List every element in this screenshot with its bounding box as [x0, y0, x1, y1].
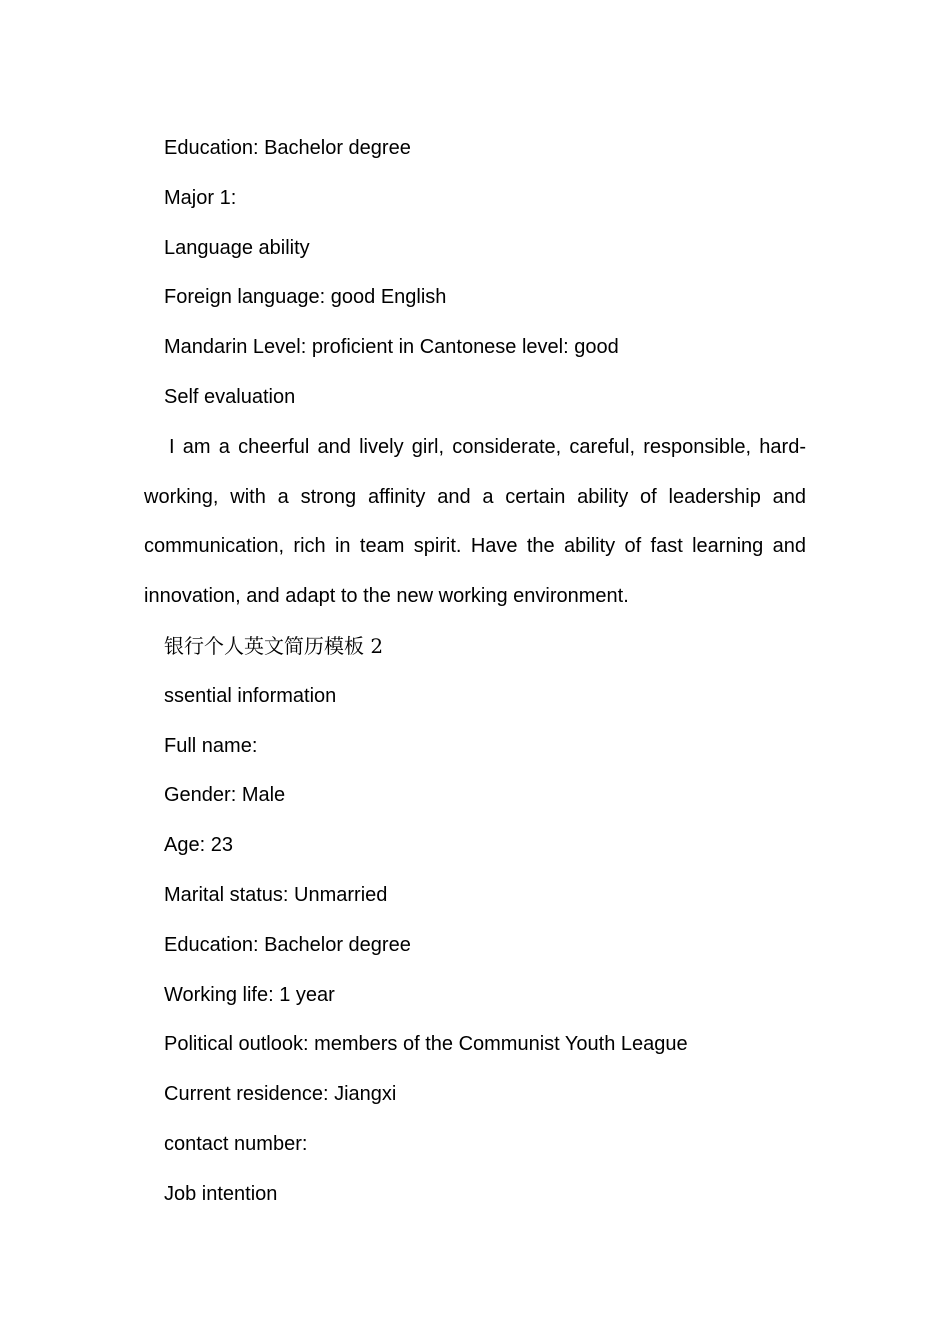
current-residence-line: Current residence: Jiangxi	[164, 1083, 397, 1106]
working-life-line: Working life: 1 year	[164, 983, 335, 1006]
full-name-line: Full name:	[164, 734, 258, 757]
gender-line: Gender: Male	[164, 784, 286, 807]
mandarin-level-line: Mandarin Level: proficient in Cantonese level: good	[164, 336, 619, 359]
essential-information-heading: ssential information	[164, 684, 337, 707]
contact-number-line: contact number:	[164, 1132, 308, 1155]
self-evaluation-heading: Self evaluation	[164, 385, 296, 408]
job-intention-heading: Job intention	[164, 1182, 278, 1205]
document-body	[144, 124, 806, 1220]
section-heading: 银行个人英文简历模板 2	[164, 633, 384, 658]
language-ability-heading: Language ability	[164, 236, 310, 259]
major-line: Major 1:	[164, 186, 237, 209]
age-line: Age: 23	[164, 834, 233, 857]
education-line: Education: Bachelor degree	[164, 137, 411, 159]
political-outlook-line: Political outlook: members of the Communist Youth League	[164, 1033, 688, 1056]
education-line-2: Education: Bachelor degree	[164, 933, 411, 956]
foreign-language-line: Foreign language: good English	[164, 286, 447, 309]
self-evaluation-paragraph: I am a cheerful and lively girl, considerate, careful, responsible, hard-working, with a strong affinity and a certain ability of leadership and communication, rich in team spirit. Have the ability of fast learning and innovation, and adapt to the new working environment.	[144, 435, 806, 608]
marital-status-line: Marital status: Unmarried	[164, 883, 388, 906]
